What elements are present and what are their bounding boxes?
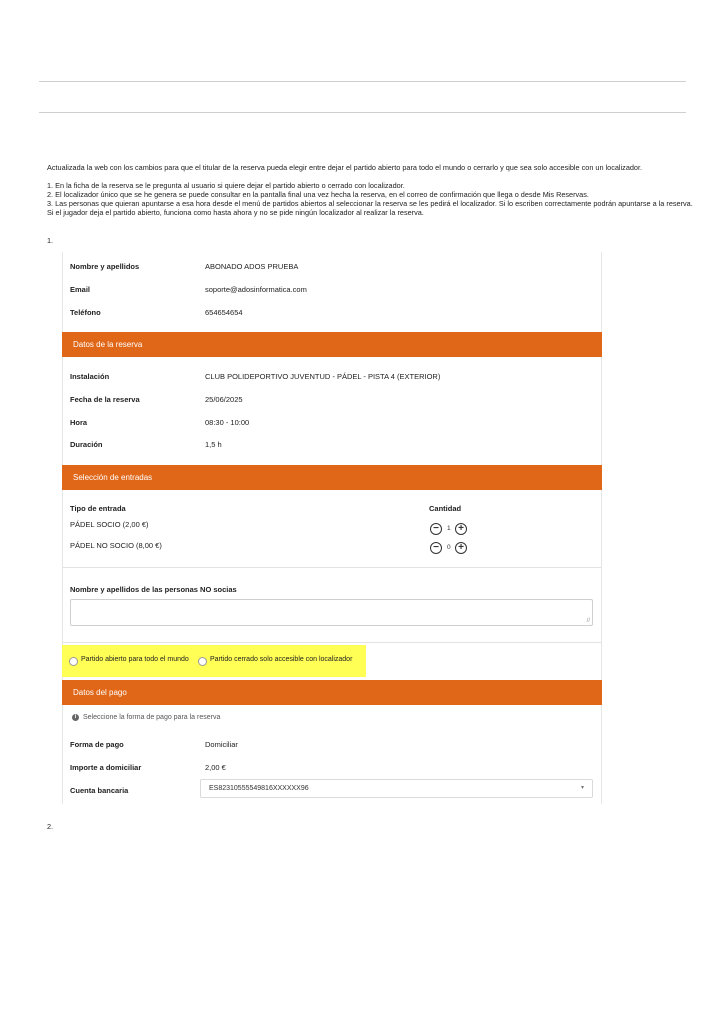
section-divider: [62, 642, 602, 643]
cuenta-select[interactable]: [200, 779, 593, 798]
forma-pago-value: Domiciliar: [205, 740, 238, 749]
hora-value: 08:30 - 10:00: [205, 418, 250, 427]
radio-partido-abierto[interactable]: [69, 657, 78, 666]
entradas-header: [62, 465, 602, 490]
instalacion-value: CLUB POLIDEPORTIVO JUVENTUD - PÁDEL - PISTA 4 (EXTERIOR): [205, 372, 441, 381]
plus-icon[interactable]: +: [455, 523, 467, 535]
duracion-label: Duración: [70, 440, 103, 449]
pago-header-text: Datos del pago: [73, 688, 127, 697]
intro-item-1: 1. En la ficha de la reserva se le pregunta al usuario si quiere dejar el partido abierto o cerrado con localizador.: [47, 181, 405, 190]
cantidad-label: Cantidad: [429, 504, 462, 513]
minus-icon[interactable]: −: [430, 523, 442, 535]
ticket-qty-1: 1: [447, 525, 451, 532]
ticket-name-1: PÁDEL SOCIO (2,00 €): [70, 520, 149, 529]
cuenta-label: Cuenta bancaria: [70, 786, 129, 795]
plus-icon[interactable]: +: [455, 542, 467, 554]
radio-partido-abierto-label[interactable]: Partido abierto para todo el mundo: [81, 656, 189, 663]
instalacion-label: Instalación: [70, 372, 110, 381]
minus-icon[interactable]: −: [430, 542, 442, 554]
phone-value: 654654654: [205, 308, 243, 317]
tipo-entrada-label: Tipo de entrada: [70, 504, 126, 513]
reserva-header-text: Datos de la reserva: [73, 340, 143, 349]
no-socias-textarea[interactable]: [70, 599, 593, 626]
resize-grip-icon: //: [586, 618, 590, 624]
entradas-header-text: Selección de entradas: [73, 473, 153, 482]
intro-item-2: 2. El localizador único que se he genera se puede consultar en la pantalla final una vez hecha la reserva, en el correo de confirmación que llega o desde Mis Reservas.: [47, 190, 589, 199]
radio-partido-cerrado[interactable]: [198, 657, 207, 666]
intro-paragraph: Actualizada la web con los cambios para que el titular de la reserva pueda elegir entre dejar el partido abierto para todo el mundo o cerrarlo y que sea solo accesible con un localizador.: [47, 163, 643, 172]
figure-marker-2: 2.: [47, 822, 54, 831]
intro-item-4: Si el jugador deja el partido abierto, funciona como hasta ahora y no se pide ningún localizador al realizar la reserva.: [47, 208, 424, 217]
radio-partido-cerrado-label[interactable]: Partido cerrado solo accesible con localizador: [210, 656, 353, 663]
importe-label: Importe a domiciliar: [70, 763, 142, 772]
email-value: soporte@adosinformatica.com: [205, 285, 307, 294]
figure-marker-1: 1.: [47, 236, 54, 245]
pago-header: [62, 680, 602, 705]
forma-pago-label: Forma de pago: [70, 740, 124, 749]
no-socias-label: Nombre y apellidos de las personas NO socias: [70, 585, 237, 594]
name-label: Nombre y apellidos: [70, 262, 140, 271]
cuenta-select-value: ES82310555549816XXXXXX96: [209, 785, 309, 792]
second-rule: [39, 112, 686, 113]
phone-label: Teléfono: [70, 308, 101, 317]
ticket-qty-2: 0: [447, 544, 451, 551]
reserva-header: [62, 332, 602, 357]
fecha-value: 25/06/2025: [205, 395, 243, 404]
intro-item-3: 3. Las personas que quieran apuntarse a esa hora desde el menú de partidos abiertos al seleccionar la reserva se les pedirá el localizador. Si lo escriben correctamente podrán apuntarse a la reserva.: [47, 199, 693, 208]
fecha-label: Fecha de la reserva: [70, 395, 140, 404]
info-icon: i: [72, 714, 79, 721]
reservation-screenshot: [62, 252, 602, 804]
chevron-down-icon: ▾: [580, 785, 584, 791]
duracion-value: 1,5 h: [205, 440, 222, 449]
email-label: Email: [70, 285, 91, 294]
importe-value: 2,00 €: [205, 763, 226, 772]
name-value: ABONADO ADOS PRUEBA: [205, 262, 299, 271]
top-rule: [39, 81, 686, 82]
ticket-name-2: PÁDEL NO SOCIO (8,00 €): [70, 541, 162, 550]
section-divider: [62, 567, 602, 568]
pago-info-text: Seleccione la forma de pago para la reserva: [83, 714, 221, 721]
hora-label: Hora: [70, 418, 88, 427]
